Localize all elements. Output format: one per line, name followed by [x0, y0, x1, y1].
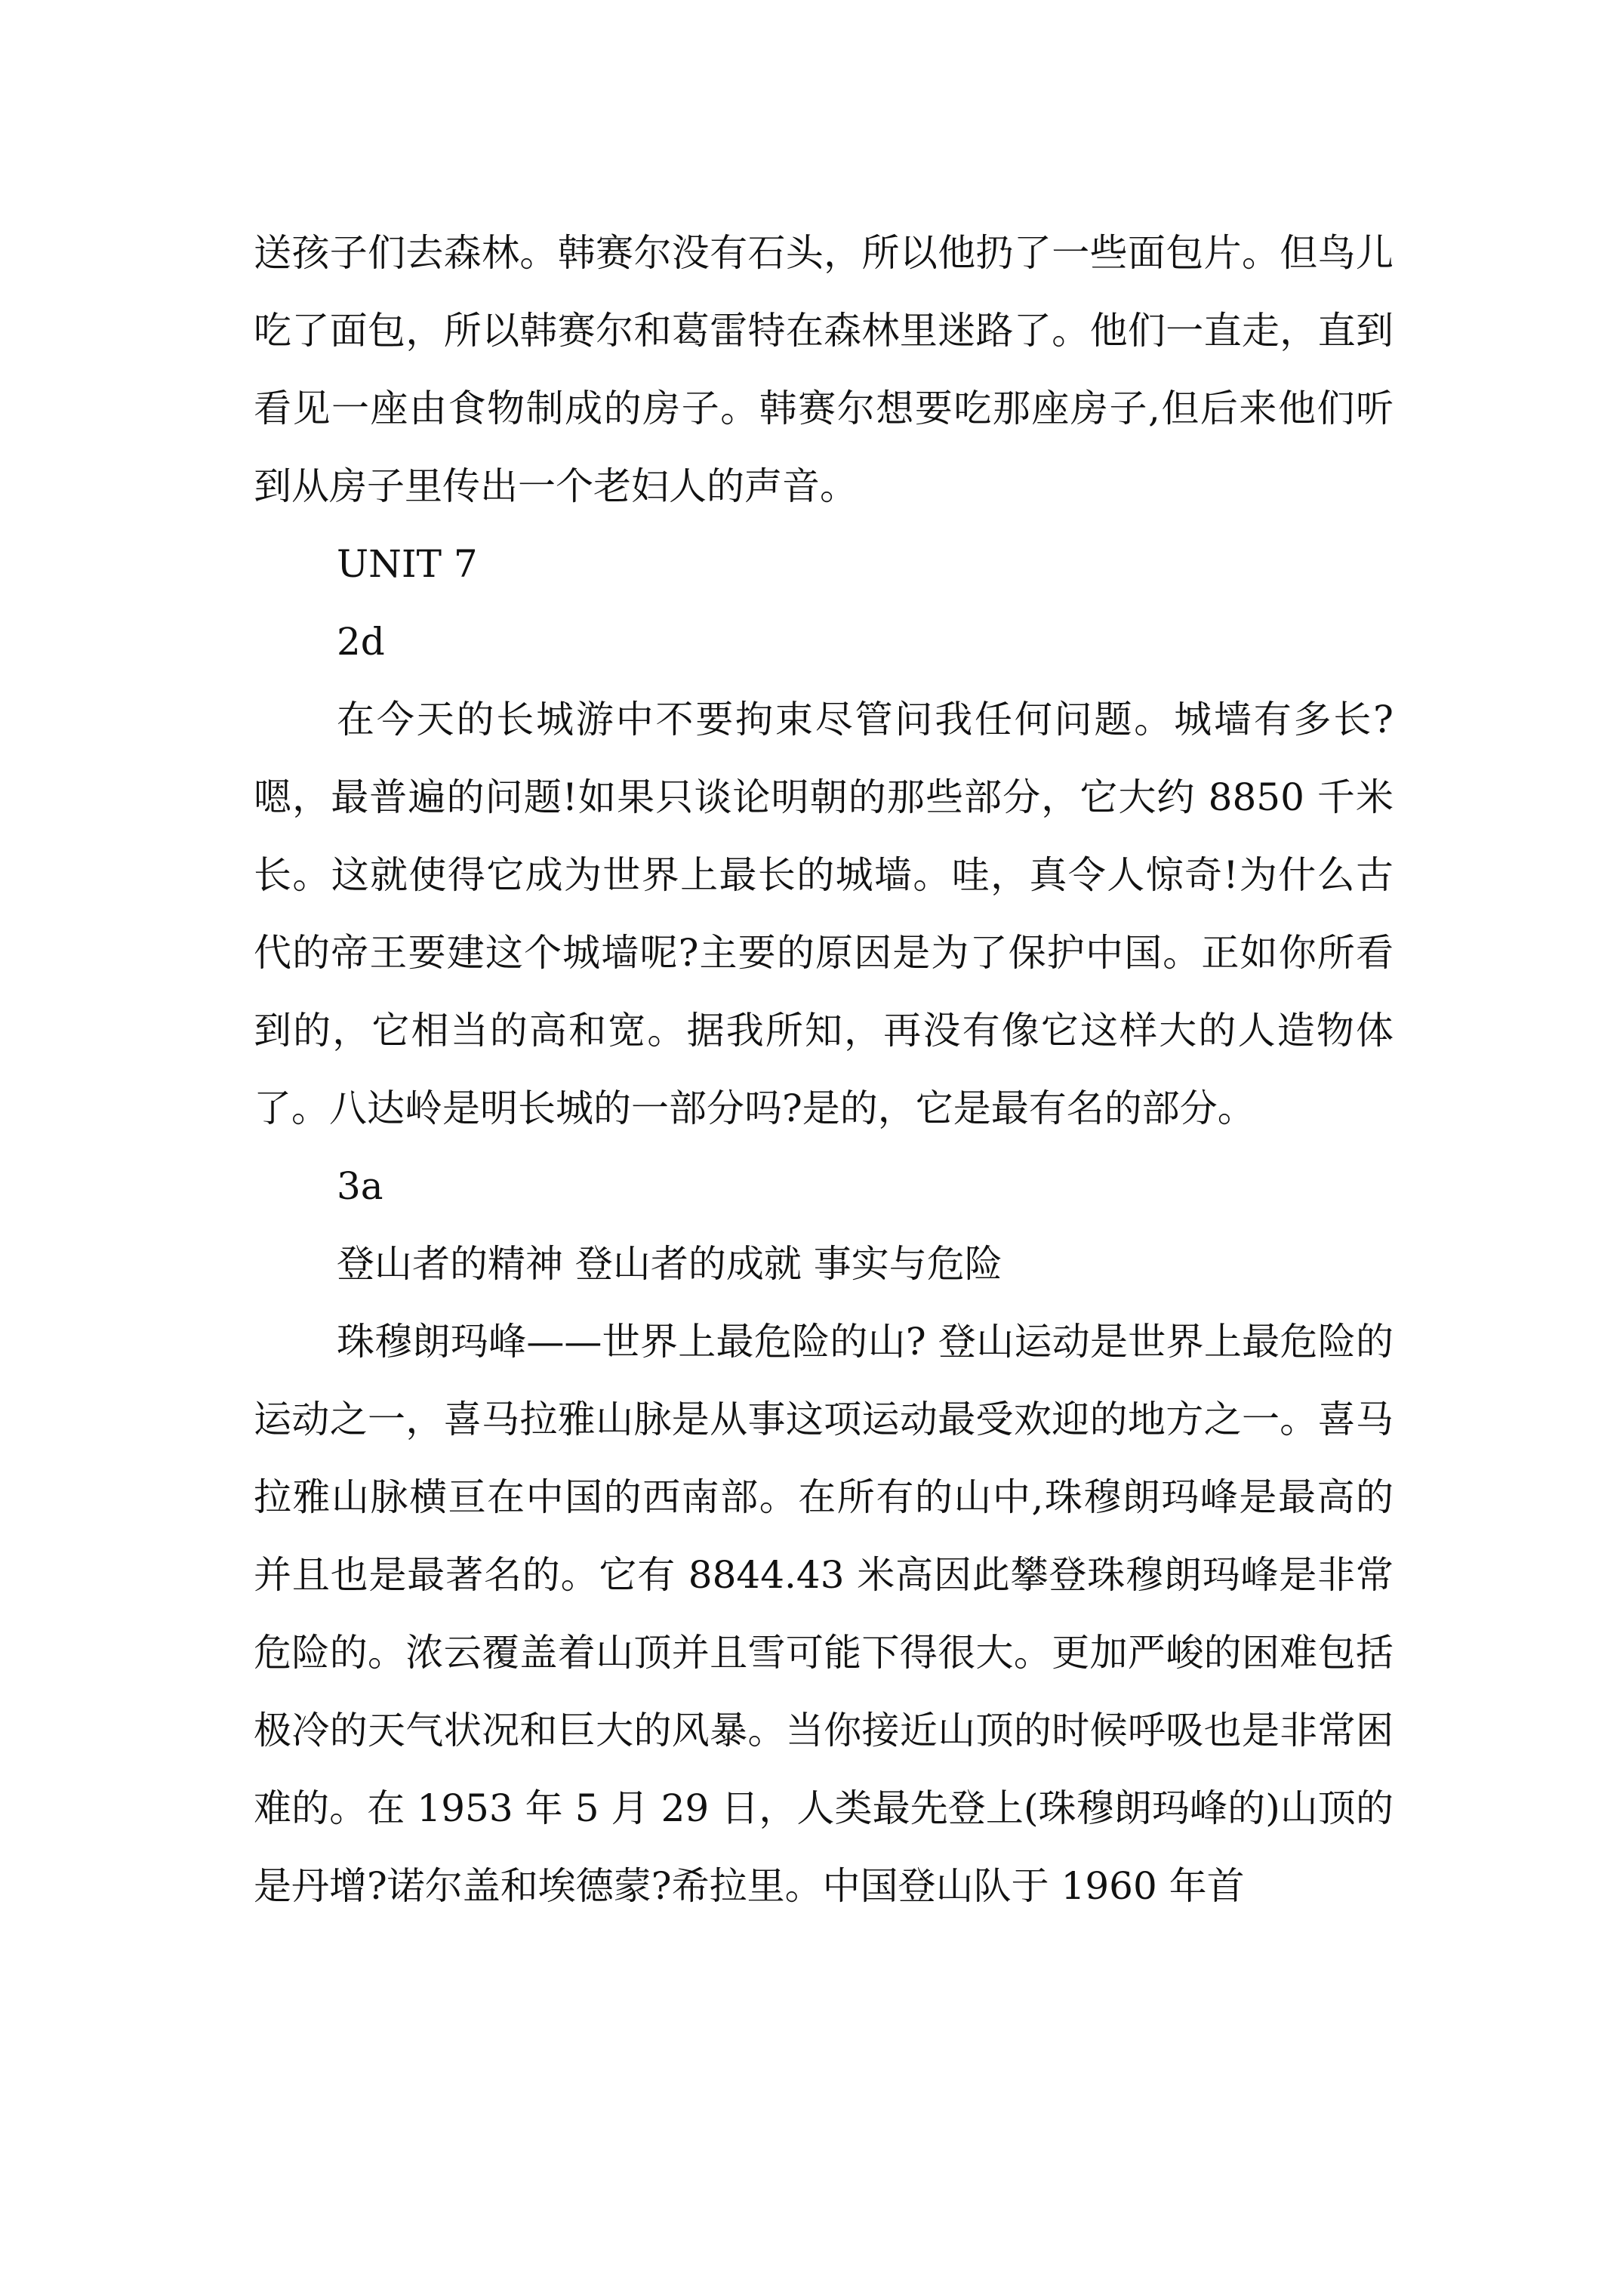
paragraph-everest: 珠穆朗玛峰——世界上最危险的山? 登山运动是世界上最危险的运动之一，喜马拉雅山脉是从事这项运动最受欢迎的地方之一。喜马拉雅山脉横亘在中国的西南部。在所有的山中,珠穆朗玛峰是最高的并且也是最著名的。它有 8844.43 米高因此攀登珠穆朗玛峰是非常危险的。浓云覆盖着山顶并且雪可能下得很大。更加严峻的困难包括极冷的天气状况和巨大的风暴。当你接近山顶的时候呼吸也是非常困难的。在 1953 年 5 月 29 日，人类最先登上(珠穆朗玛峰的)山顶的是丹增?诺尔盖和埃德蒙?希拉里。中国登山队于 1960 年首	[254, 1320, 1394, 1908]
paragraph-story-continuation: 送孩子们去森林。韩赛尔没有石头，所以他扔了一些面包片。但鸟儿吃了面包，所以韩赛尔和葛雷特在森林里迷路了。他们一直走，直到看见一座由食物制成的房子。韩赛尔想要吃那座房子,但后来他们听到从房子里传出一个老妇人的声音。	[254, 231, 1394, 508]
paragraph-great-wall: 在今天的长城游中不要拘束尽管问我任何问题。城墙有多长?嗯，最普遍的问题!如果只谈论明朝的那些部分，它大约 8850 千米长。这就使得它成为世界上最长的城墙。哇，真令人惊奇!为什么古代的帝王要建这个城墙呢?主要的原因是为了保护中国。正如你所看到的，它相当的高和宽。据我所知，再没有像它这样大的人造物体了。八达岭是明长城的一部分吗?是的，它是最有名的部分。	[254, 698, 1394, 1130]
section-label-2d: 2d	[337, 620, 385, 664]
unit-heading: UNIT 7	[337, 542, 478, 586]
document-body	[254, 214, 1394, 1925]
titles-line: 登山者的精神 登山者的成就 事实与危险	[337, 1242, 1002, 1286]
section-label-3a: 3a	[337, 1164, 383, 1208]
